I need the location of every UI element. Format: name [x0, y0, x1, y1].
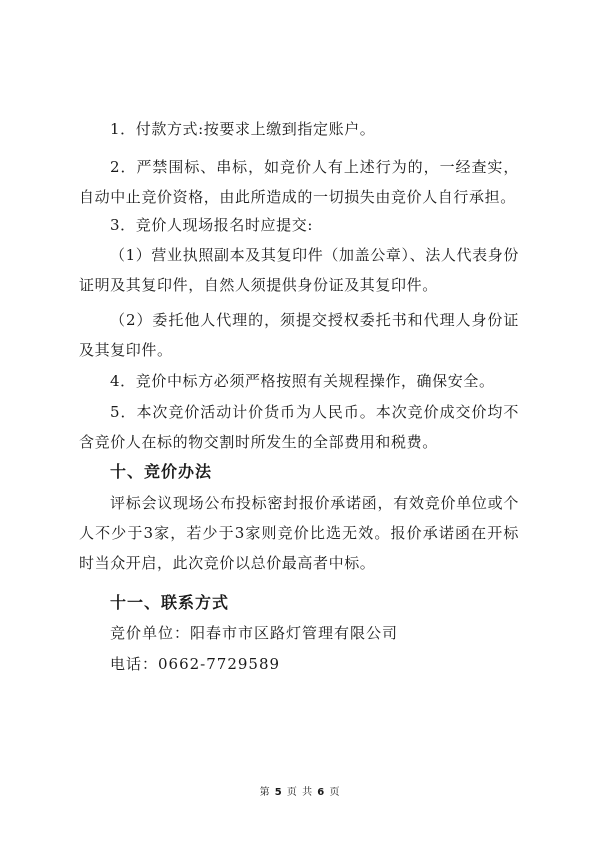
currency-item: 5．本次竞价活动计价货币为人民币。本次竞价成交价均不含竞价人在标的物交割时所发生的全部费用和税费。 [79, 403, 519, 451]
payment-method-item: 1．付款方式:按要求上缴到指定账户。 [110, 120, 376, 138]
current-page-number: 5 [274, 787, 283, 798]
page-number-footer [0, 783, 600, 798]
section-ten-heading: 十、竞价办法 [110, 462, 213, 481]
bidding-unit-line: 竞价单位：阳春市市区路灯管理有限公司 [110, 624, 399, 642]
business-license-subitem: （1）营业执照副本及其复印件（加盖公章）、法人代表身份证明及其复印件，自然人须提供身份证及其复印件。 [79, 246, 519, 294]
proxy-subitem: （2）委托他人代理的，须提交授权委托书和代理人身份证及其复印件。 [79, 311, 519, 359]
footer-middle: 页 共 [286, 787, 314, 798]
footer-prefix: 第 [259, 787, 271, 798]
collusion-prohibition-item: 2．严禁围标、串标，如竞价人有上述行为的，一经查实，自动中止竞价资格，由此所造成的一切损失由竞价人自行承担。 [79, 158, 519, 206]
safety-item: 4．竞价中标方必须严格按照有关规程操作，确保安全。 [110, 372, 495, 390]
footer-suffix: 页 [329, 787, 341, 798]
bidding-method-paragraph: 评标会议现场公布投标密封报价承诺函，有效竞价单位或个人不少于3家，若少于3家则竞价比选无效。报价承诺函在开标时当众开启，此次竞价以总价最高者中标。 [79, 494, 519, 572]
registration-requirements-item: 3．竞价人现场报名时应提交: [110, 216, 313, 234]
total-page-number: 6 [317, 787, 326, 798]
section-eleven-heading: 十一、联系方式 [110, 593, 230, 612]
phone-line: 电话：0662-7729589 [110, 655, 281, 673]
